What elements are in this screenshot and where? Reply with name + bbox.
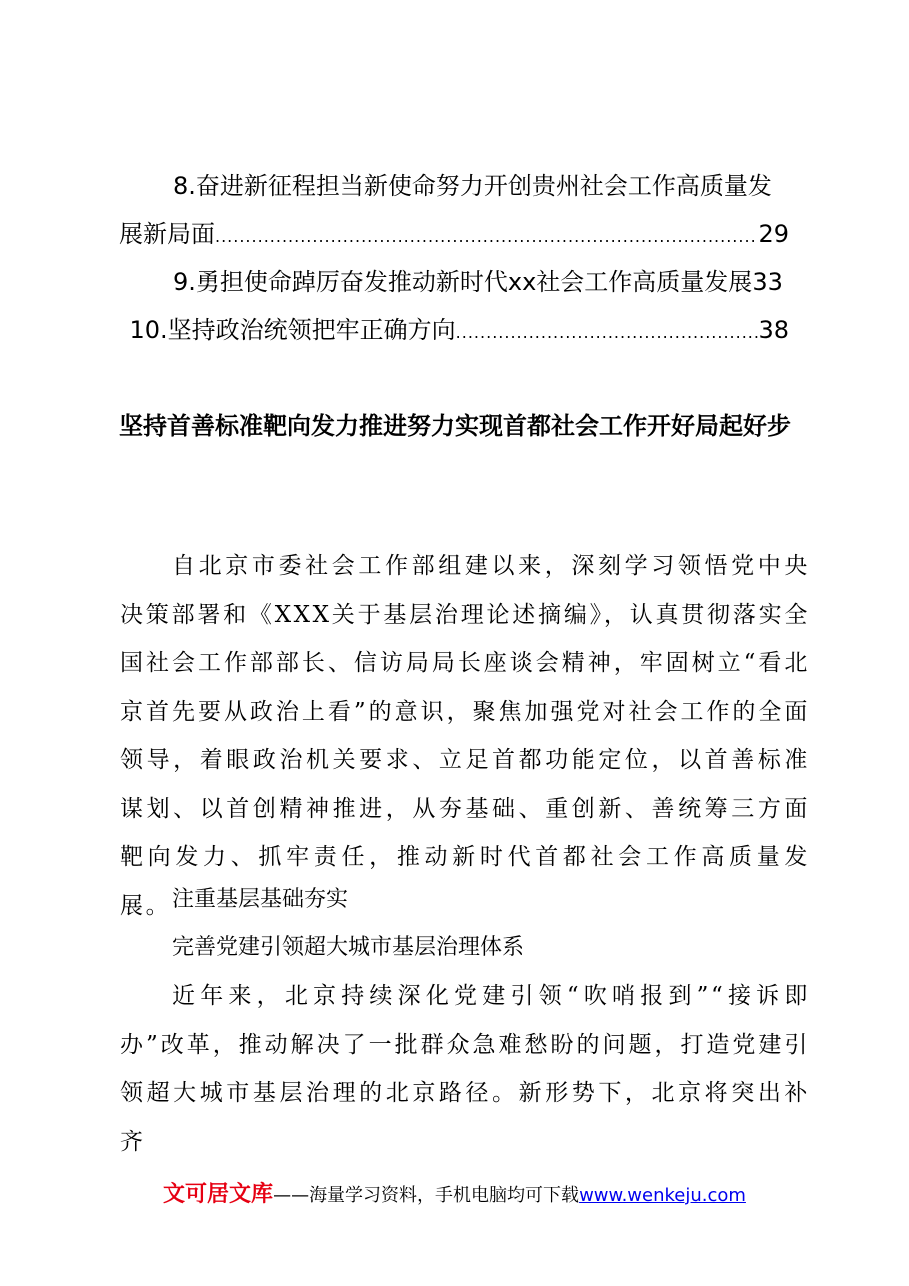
table-of-contents (119, 162, 789, 354)
toc-item-10-title: 10.坚持政治统领把牢正确方向 (129, 316, 456, 344)
toc-leader-dots (456, 309, 759, 357)
section-heading-1: 注重基层基础夯实 (172, 887, 349, 912)
toc-item-8-line2 (119, 210, 789, 258)
toc-item-10 (119, 306, 789, 354)
toc-item-8-title: 8.奋进新征程担当新使命努力开创贵州社会工作高质量发 (173, 172, 772, 200)
article-title: 坚持首善标准靶向发力推进努力实现首都社会工作开好局起好步 (119, 411, 791, 440)
toc-item-9-page: 33 (752, 268, 783, 296)
section-heading-2: 完善党建引领超大城市基层治理体系 (172, 935, 525, 960)
article-paragraph-2: 近年来，北京持续深化党建引领“吹哨报到”“接诉即办”改革，推动解决了一批群众急难愁盼的问题，打造党建引领超大城市基层治理的北京路径。新形势下，北京将突出补齐 (120, 983, 810, 1155)
toc-item-8-line1 (119, 162, 789, 210)
footer-site-link[interactable]: www.wenkeju.com (579, 1185, 746, 1206)
footer-slogan: ——海量学习资料，手机电脑均可下载 (273, 1185, 580, 1206)
toc-item-8-page: 29 (758, 220, 789, 248)
toc-leader-dots (215, 213, 758, 261)
article-paragraph-1: 自北京市委社会工作部组建以来，深刻学习领悟党中央决策部署和《XXX关于基层治理论述摘编》，认真贯彻落实全国社会工作部部长、信访局局长座谈会精神，牢固树立“看北京首先要从政治上看”的意识，聚焦加强党对社会工作的全面领导，着眼政治机关要求、立足首都功能定位，以首善标准谋划、以首创精神推进，从夯基础、重创新、善统筹三方面靶向发力、抓牢责任，推动新时代首都社会工作高质量发展。 (120, 553, 810, 919)
footer-brand: 文可居文库 (163, 1182, 274, 1207)
toc-item-9 (119, 258, 789, 306)
toc-item-10-page: 38 (758, 316, 789, 344)
footer-banner (0, 1180, 909, 1211)
toc-item-8-title-cont: 展新局面 (119, 220, 215, 248)
toc-item-9-title: 9.勇担使命踔厉奋发推动新时代xx社会工作高质量发展 (173, 268, 753, 296)
